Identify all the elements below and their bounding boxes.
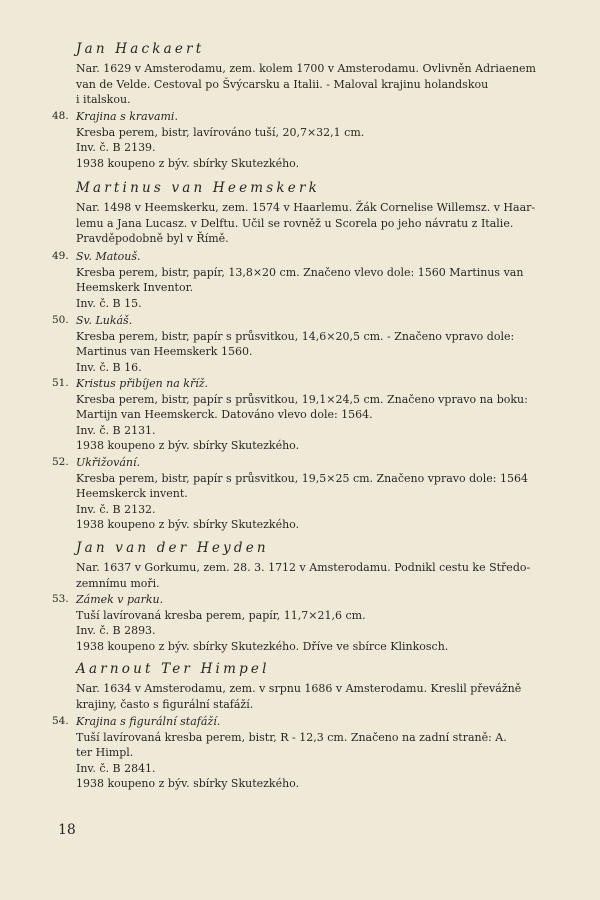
entry-line: Inv. č. B 2841. bbox=[76, 761, 156, 775]
entry-title: Krajina s kravami. bbox=[76, 110, 178, 123]
entry-line: Kresba perem, bistr, papír s průsvitkou, 14,6×20,5 cm. - Značeno vpravo dole: bbox=[76, 329, 515, 343]
bio-line: krajiny, často s figurální stafáží. bbox=[76, 697, 254, 711]
artist-name: Martinus van Heemskerk bbox=[76, 180, 321, 196]
entry-line: 1938 koupeno z býv. sbírky Skutezkého. bbox=[76, 439, 300, 452]
artist-section bbox=[76, 540, 576, 591]
entry-line: Kresba perem, bistr, lavírováno tuší, 20,7×32,1 cm. bbox=[76, 125, 365, 139]
artist-section bbox=[76, 180, 576, 247]
entry-title: Krajina s figurální stafáží. bbox=[76, 715, 221, 728]
entry-number: 52. bbox=[52, 456, 69, 468]
bio-line: Nar. 1498 v Heemskerku, zem. 1574 v Haarlemu. Žák Cornelise Willemsz. v Haar- bbox=[76, 201, 536, 214]
artist-section bbox=[76, 661, 576, 712]
entry-line: Kresba perem, bistr, papír s průsvitkou, 19,1×24,5 cm. Značeno vpravo na boku: bbox=[76, 392, 528, 406]
bio-line: van de Velde. Cestoval po Švýcarsku a Italii. - Maloval krajinu holandskou bbox=[76, 77, 489, 91]
artist-bio bbox=[76, 681, 576, 712]
entry-line: Heemskerck invent. bbox=[76, 487, 188, 500]
artist-name: Jan Hackaert bbox=[76, 41, 205, 57]
page-number: 18 bbox=[58, 822, 76, 838]
entry-number: 49. bbox=[52, 250, 69, 262]
entry-number: 50. bbox=[52, 314, 69, 326]
artist-section bbox=[76, 41, 576, 108]
entry-line: Martinus van Heemskerk 1560. bbox=[76, 345, 253, 358]
entry-number: 54. bbox=[52, 715, 69, 727]
entry-line: Inv. č. B 2131. bbox=[76, 423, 156, 437]
artist-bio bbox=[76, 200, 576, 247]
entry-line: Tuší lavírovaná kresba perem, bistr, R - 12,3 cm. Značeno na zadní straně: A. bbox=[76, 730, 507, 744]
entry-line: Kresba perem, bistr, papír, 13,8×20 cm. Značeno vlevo dole: 1560 Martinus van bbox=[76, 265, 524, 279]
entry-line: Inv. č. B 16. bbox=[76, 360, 142, 374]
entry-title: Ukřižování. bbox=[76, 456, 141, 469]
entry-number: 51. bbox=[52, 377, 69, 389]
entry-title: Zámek v parku. bbox=[76, 593, 164, 606]
entry-number: 53. bbox=[52, 593, 69, 605]
entry-line: Heemskerk Inventor. bbox=[76, 281, 194, 294]
bio-line: i italskou. bbox=[76, 93, 131, 106]
artist-bio bbox=[76, 61, 576, 108]
entry-line: Tuší lavírovaná kresba perem, papír, 11,7×21,6 cm. bbox=[76, 608, 366, 622]
bio-line: Nar. 1637 v Gorkumu, zem. 28. 3. 1712 v Amsterodamu. Podnikl cestu ke Středo- bbox=[76, 561, 531, 574]
artist-name: Jan van der Heyden bbox=[76, 540, 269, 556]
entry-line: 1938 koupeno z býv. sbírky Skutezkého. bbox=[76, 156, 300, 170]
entry-line: Inv. č. B 2893. bbox=[76, 624, 156, 637]
entry-number: 48. bbox=[52, 110, 69, 122]
entry-line: 1938 koupeno z býv. sbírky Skutezkého. bbox=[76, 777, 300, 790]
bio-line: Nar. 1634 v Amsterodamu, zem. v srpnu 1686 v Amsterodamu. Kreslil převážně bbox=[76, 682, 522, 695]
entry-line: Kresba perem, bistr, papír s průsvitkou, 19,5×25 cm. Značeno vpravo dole: 1564 bbox=[76, 471, 528, 485]
entry-line: Inv. č. B 15. bbox=[76, 296, 142, 310]
entry-line: 1938 koupeno z býv. sbírky Skutezkého. Dříve ve sbírce Klinkosch. bbox=[76, 639, 449, 653]
artist-name: Aarnout Ter Himpel bbox=[76, 661, 270, 677]
bio-line: lemu a Jana Lucasz. v Delftu. Učil se rovněž u Scorela po jeho návratu z Italie. bbox=[76, 216, 514, 230]
bio-line: Pravděpodobně byl v Římě. bbox=[76, 232, 229, 245]
entry-line: 1938 koupeno z býv. sbírky Skutezkého. bbox=[76, 518, 300, 531]
entry-line: Martijn van Heemskerck. Datováno vlevo dole: 1564. bbox=[76, 408, 373, 421]
entry-title: Sv. Lukáš. bbox=[76, 314, 133, 327]
entry-line: ter Himpl. bbox=[76, 746, 134, 759]
entry-title: Sv. Matouš. bbox=[76, 250, 141, 263]
bio-line: zemnímu moři. bbox=[76, 576, 160, 590]
artist-bio bbox=[76, 560, 576, 591]
entry-line: Inv. č. B 2132. bbox=[76, 502, 156, 516]
entry-line: Inv. č. B 2139. bbox=[76, 141, 156, 154]
entry-title: Kristus přibíjen na kříž. bbox=[76, 377, 209, 390]
bio-line: Nar. 1629 v Amsterodamu, zem. kolem 1700 v Amsterodamu. Ovlivněn Adriaenem bbox=[76, 62, 536, 75]
